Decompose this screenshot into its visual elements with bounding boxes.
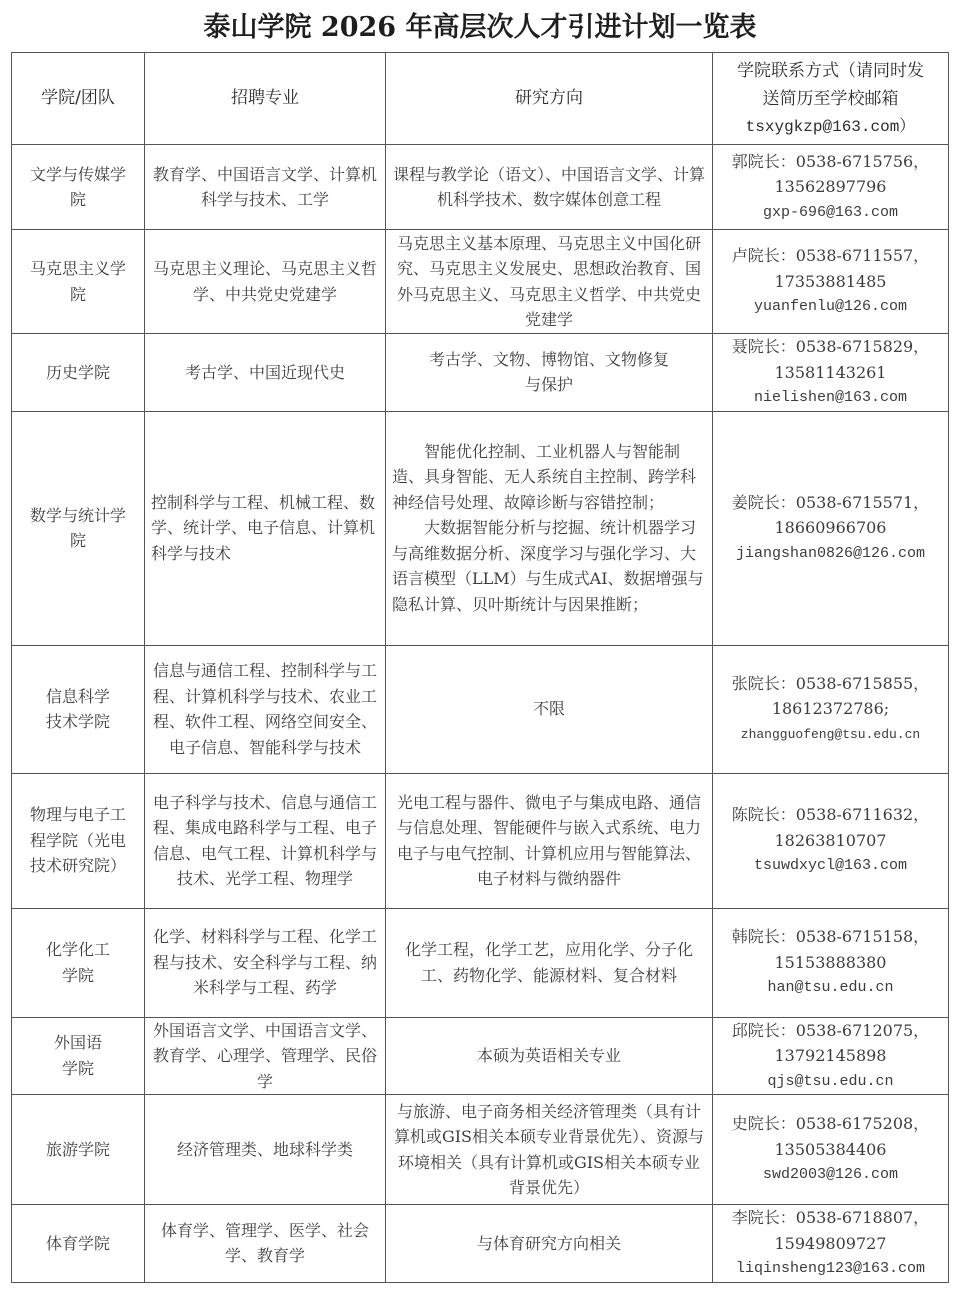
table-row [12,411,949,645]
majors-cell: 体育学、管理学、医学、社会学、教育学 [145,1205,386,1283]
college-cell: 外国语学院 [12,1017,145,1095]
table-row [12,145,949,230]
research-cell: 与体育研究方向相关 [386,1205,713,1283]
email-link[interactable]: qjs@tsu.edu.cn [767,1072,894,1090]
dean-phone: 聂院长：0538-6715829， [731,337,930,356]
contact-cell [713,411,949,645]
majors-cell: 考古学、中国近现代史 [145,334,386,412]
college-cell: 历史学院 [12,334,145,412]
research-cell: 化学工程，化学工艺，应用化学、分子化工、药物化学、能源材料、复合材料 [386,908,713,1017]
college-cell: 马克思主义学院 [12,230,145,334]
college-cell: 物理与电子工程学院（光电技术研究院） [12,773,145,908]
email-link[interactable]: swd2003@126.com [762,1166,899,1184]
research-cell: 不限 [386,645,713,773]
college-cell: 体育学院 [12,1205,145,1283]
mobile-phone: 13581143261 [774,362,887,382]
majors-cell: 外国语言文学、中国语言文学、教育学、心理学、管理学、民俗学 [145,1017,386,1095]
header-contact-email[interactable]: tsxygkzp@163.com） [745,117,916,136]
email-link[interactable]: zhangguofeng@tsu.edu.cn [740,726,921,742]
table-row [12,1095,949,1205]
table-row [12,1017,949,1095]
dean-phone: 陈院长：0538-6711632， [731,805,930,825]
majors-cell: 电子科学与技术、信息与通信工程、集成电路科学与工程、电子信息、电气工程、计算机科学与技术、光学工程、物理学 [145,773,386,908]
research-paragraph: 智能优化控制、工业机器人与智能制造、具身智能、无人系统自主控制、跨学科神经信号处理、故障诊断与容错控制； [392,441,697,512]
header-contact-line1: 学院联系方式（请同时发 [737,60,924,81]
mobile-phone: 13562897796 [774,177,887,197]
table-header-row [12,53,949,145]
research-cell: 马克思主义基本原理、马克思主义中国化研究、马克思主义发展史、思想政治教育、国外马克思主义、马克思主义哲学、中共党史党建学 [386,230,713,334]
table-row [12,773,949,908]
email-link[interactable]: jiangshan0826@126.com [735,544,926,562]
majors-cell: 经济管理类、地球科学类 [145,1095,386,1205]
email-link[interactable]: han@tsu.edu.cn [767,979,894,997]
table-row [12,645,949,773]
mobile-phone: 15153888380 [774,952,887,972]
college-cell: 化学化工学院 [12,908,145,1017]
dean-phone: 李院长：0538-6718807， [731,1208,930,1227]
majors-cell: 控制科学与工程、机械工程、数学、统计学、电子信息、计算机科学与技术 [145,411,386,645]
research-cell: 与旅游、电子商务相关经济管理类（具有计算机或GIS相关本硕专业背景优先）、资源与环境相关（具有计算机或GIS相关本硕专业背景优先） [386,1095,713,1205]
contact-cell [713,145,949,230]
dean-phone: 郭院长：0538-6715756， [731,151,930,171]
mobile-phone: 17353881485 [774,271,887,291]
contact-cell [713,334,949,412]
research-cell [386,411,713,645]
college-cell: 信息科学技术学院 [12,645,145,773]
research-cell: 本硕为英语相关专业 [386,1017,713,1095]
table-row [12,334,949,412]
mobile-phone: 13792145898 [774,1046,887,1065]
dean-phone: 韩院长：0538-6715158， [731,927,930,947]
email-link[interactable]: yuanfenlu@126.com [753,298,908,316]
table-row [12,230,949,334]
contact-cell [713,773,949,908]
college-cell: 文学与传媒学院 [12,145,145,230]
dean-phone: 卢院长：0538-6711557， [731,246,930,266]
mobile-phone: 18612372786; [771,699,890,719]
mobile-phone: 18263810707 [774,830,887,850]
research-cell: 课程与教学论（语文）、中国语言文学、计算机科学技术、数字媒体创意工程 [386,145,713,230]
recruitment-table [11,52,949,1283]
contact-cell [713,230,949,334]
contact-cell [713,908,949,1017]
contact-cell [713,1205,949,1283]
college-cell: 数学与统计学院 [12,411,145,645]
dean-phone: 史院长：0538-6175208， [731,1114,930,1134]
contact-cell [713,1017,949,1095]
research-cell: 考古学、文物、博物馆、文物修复与保护 [386,334,713,412]
majors-cell: 信息与通信工程、控制科学与工程、计算机科学与技术、农业工程、软件工程、网络空间安全、电子信息、智能科学与技术 [145,645,386,773]
table-row [12,908,949,1017]
mobile-phone: 15949809727 [774,1233,887,1253]
college-cell: 旅游学院 [12,1095,145,1205]
research-paragraph: 大数据智能分析与挖掘、统计机器学习与高维数据分析、深度学习与强化学习、大语言模型（LLM）与生成式AI、数据增强与隐私计算、贝叶斯统计与因果推断； [392,518,704,614]
header-contact [713,53,949,145]
header-majors: 招聘专业 [145,53,386,145]
header-contact-line2: 送简历至学校邮箱 [762,88,899,109]
dean-phone: 张院长：0538-6715855， [731,673,930,693]
contact-cell [713,645,949,773]
majors-cell: 教育学、中国语言文学、计算机科学与技术、工学 [145,145,386,230]
header-research: 研究方向 [386,53,713,145]
mobile-phone: 18660966706 [774,518,887,538]
email-link[interactable]: nielishen@163.com [753,389,908,406]
page-title: 泰山学院 2026 年高层次人才引进计划一览表 [203,12,757,43]
majors-cell: 马克思主义理论、马克思主义哲学、中共党史党建学 [145,230,386,334]
contact-cell [713,1095,949,1205]
header-college: 学院/团队 [12,53,145,145]
email-link[interactable]: gxp-696@163.com [762,203,899,221]
research-cell: 光电工程与器件、微电子与集成电路、通信与信息处理、智能硬件与嵌入式系统、电力电子与电气控制、计算机应用与智能算法、电子材料与微纳器件 [386,773,713,908]
dean-phone: 邱院长：0538-6712075， [731,1020,930,1040]
mobile-phone: 13505384406 [774,1139,887,1159]
majors-cell: 化学、材料科学与工程、化学工程与技术、安全科学与工程、纳米科学与工程、药学 [145,908,386,1017]
email-link[interactable]: tsuwdxycl@163.com [753,857,908,875]
email-link[interactable]: liqinsheng123@163.com [735,1260,926,1277]
table-row [12,1205,949,1283]
dean-phone: 姜院长：0538-6715571， [731,492,930,512]
